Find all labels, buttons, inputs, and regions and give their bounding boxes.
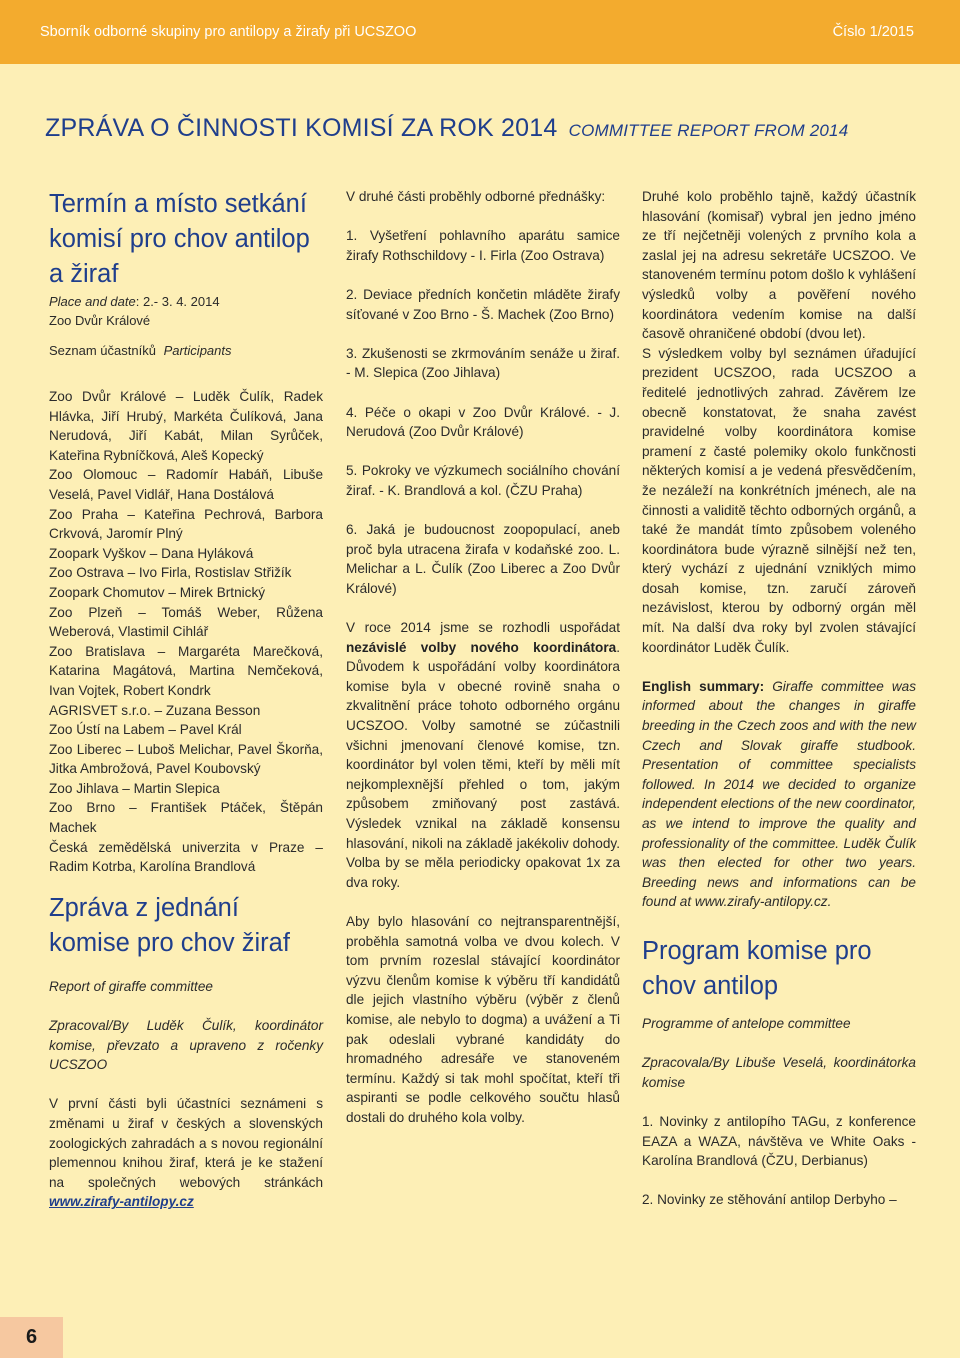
participant-entry: Zoo Praha – Kateřina Pechrová, Barbora Crkvová, Jaromír Plný xyxy=(49,506,323,542)
journal-name: Sborník odborné skupiny pro antilopy a žirafy při UCSZOO xyxy=(40,24,417,40)
participant-entry: Zoo Brno – František Ptáček, Štěpán Machek xyxy=(49,800,323,836)
website-link[interactable]: www.zirafy-antilopy.cz xyxy=(49,1194,194,1210)
lectures-intro: V druhé části proběhly odborné přednášky: xyxy=(346,189,606,204)
participant-entry: Zoo Bratislava – Margaréta Marečková, Katarina Magátová, Martina Nemčeková, Ivan Vojtek, Robert Kondrk xyxy=(49,643,323,698)
participant-entry: Zoo Olomouc – Radomír Habáň, Libuše Veselá, Pavel Vidlář, Hana Dostálová xyxy=(49,467,323,502)
program-en-subtitle: Programme of antelope committee xyxy=(642,1015,851,1031)
participant-entry: Zoo Dvůr Králové – Luděk Čulík, Radek Hlávka, Jiří Hrubý, Markéta Čulíková, Jana Nerudová, Jiří Kabát, Milan Syrůček, Kateřina Rybníčková, Aleš Kopecký xyxy=(49,389,323,463)
participants-heading xyxy=(49,341,323,360)
election-text-rest: . Důvodem k uspořádání volby koordinátora komise byla v obecné rovině snaha o zkvalitnění práce tohoto odborného orgánu UCSZOO. Volby samotné se zúčastnili všichni jmenovaní členové komise, tzn. koordinátor byl volen těmi, kteří by měli mít nejkomplexnější přehled o tom, jakým způsobem zmiňovaný post zastává. Výsledek vznikal na základě konsensu hlasování, nikoli na základě jakékoliv dohody. Volba by se měla periodicky opakovat 1x za dva roky. xyxy=(346,639,620,890)
lecture-item: 3. Zkušenosti se zkrmováním senáže u žiraf. - M. Slepica (Zoo Jihlava) xyxy=(346,345,620,381)
report-paragraph-text: V první části byli účastníci seznámeni s změnami u žiraf v českých a slovenských zoologických zahradách a s novou regionální plemennou knihou žiraf, která je ke stažení na společných webových stránkách xyxy=(49,1096,323,1190)
summary-label: English summary: xyxy=(642,678,765,694)
place-label: Place and date xyxy=(49,294,136,309)
lecture-item: 2. Deviace předních končetin mláděte žirafy síťované v Zoo Brno - Š. Machek (Zoo Brno) xyxy=(346,286,620,322)
participant-entry: Zoo Ústí na Labem – Pavel Král xyxy=(49,722,242,738)
participant-entry: Česká zemědělská univerzita v Praze – Radim Kotrba, Karolína Brandlová xyxy=(49,839,323,875)
lecture-item: 5. Pokroky ve výzkumech sociálního chování žiraf. - K. Brandlová a kol. (ČZU Praha) xyxy=(346,463,620,498)
article-title xyxy=(45,114,848,143)
participants-label: Seznam účastníků xyxy=(49,343,156,358)
participant-entry: Zoo Plzeň – Tomáš Weber, Růžena Weberová, Vlastimil Cihlář xyxy=(49,604,323,640)
second-round-paragraph: Druhé kolo proběhlo tajně, každý účastník hlasování (komisař) vybral jen jedno jméno ze tří nejčetněji volených z prvního kola a zaslal jej na adresu sekretáře UCSZOO. Ve stanoveném termínu potom došlo k vyhlášení výsledků volby a pověření nového koordinátora vedením komise na další časově ohraničené období (dvou let). xyxy=(642,189,916,342)
column-2 xyxy=(346,187,620,1128)
lecture-item: 4. Péče o okapi v Zoo Dvůr Králové. - J. Nerudová (Zoo Dvůr Králové) xyxy=(346,404,620,440)
participants-en: Participants xyxy=(163,343,232,358)
result-paragraph: S výsledkem volby byl seznámen úřadující prezident UCSZOO, rada UCSZOO a ředitelé jednotlivých zahrad. Závěrem lze obecně konstatovat, že snaha zavést pravidelné volby koordinátora komise pramení z časté polemiky okolo funkčnosti některých komisí a je vedená přesvědčením, že nezáleží na konkrétních jménech, ale na činnosti a validitě těchto odborných orgánů, a také že mandát tímto způsobem voleného koordinátora bude výrazně silnější než ten, který vychází z ujednání vzniklých mimo dosah komise, tzn. zaručí zároveň nezávislost, kterou by odborný orgán měl mít. Na další dva roky byl zvolen stávající koordinátor Luděk Čulík. xyxy=(642,345,916,655)
participant-entry: Zoo Liberec – Luboš Melichar, Pavel Škorňa, Jitka Ambrožová, Pavel Koubovský xyxy=(49,741,323,777)
participant-entry: AGRISVET s.r.o. – Zuzana Besson xyxy=(49,702,261,718)
place-date xyxy=(49,292,323,311)
report-en-subtitle: Report of giraffe committee xyxy=(49,978,213,994)
participant-entry: Zoo Ostrava – Ivo Firla, Rostislav Střižík xyxy=(49,565,292,581)
report-author: Zpracoval/By Luděk Čulík, koordinátor komise, převzato a upraveno z ročenky UCSZOO xyxy=(49,1018,323,1073)
english-summary xyxy=(642,677,916,912)
voting-paragraph: Aby bylo hlasování co nejtransparentnější, proběhla samotná volba ve dvou kolech. V tom prvním rozeslal stávající koordinátor výzvu členům komise k výběru tří kandidátů dle jejich vlastního výběru (výběr z členů komise, ale nebylo to dogma) a uvážení a Ti pak odeslali vybrané kandidáty do hromadného adresáře ve stanoveném termínu. Každý si tak mohl spočítat, kteří tři aspiranti se podle celkového součtu hlasů dostali do druhého kola volby. xyxy=(346,913,620,1125)
program-author: Zpracovala/By Libuše Veselá, koordinátorka komise xyxy=(642,1055,916,1090)
lecture-item: 1. Vyšetření pohlavního aparátu samice žirafy Rothschildovy - I. Firla (Zoo Ostrava) xyxy=(346,228,620,263)
report-paragraph xyxy=(49,1094,323,1212)
election-bold: nezávislé volby nového koordinátora xyxy=(346,639,617,655)
place-name: Zoo Dvůr Králové xyxy=(49,313,151,328)
place-value: : 2.- 3. 4. 2014 xyxy=(135,294,220,309)
meeting-heading: Termín a místo setkání komisí pro chov antilop a žiraf xyxy=(49,190,310,288)
participant-entry: Zoopark Chomutov – Mirek Brtnický xyxy=(49,584,266,600)
page-header xyxy=(0,0,960,64)
election-paragraph xyxy=(346,618,620,892)
election-text-start: V roce 2014 jsme se rozhodli uspořádat xyxy=(346,620,620,636)
page-number: 6 xyxy=(0,1317,63,1358)
participant-entry: Zoopark Vyškov – Dana Hyláková xyxy=(49,545,254,561)
article-title-en: COMMITTEE REPORT FROM 2014 xyxy=(568,121,849,140)
giraffe-report-heading: Zpráva z jednání komise pro chov žiraf xyxy=(49,893,290,957)
participant-entry: Zoo Jihlava – Martin Slepica xyxy=(49,780,220,796)
lecture-item: 6. Jaká je budoucnost zoopopulací, aneb proč byla utracena žirafa v kodaňské zoo. L. Melichar a L. Čulík (Zoo Liberec a Zoo Dvůr Králové) xyxy=(346,522,620,596)
antelope-program-heading: Program komise pro chov antilop xyxy=(642,936,872,1000)
column-3 xyxy=(642,187,916,1210)
issue-number: Číslo 1/2015 xyxy=(832,24,914,40)
column-1 xyxy=(49,187,323,1212)
program-item: 2. Novinky ze stěhování antilop Derbyho – xyxy=(642,1192,897,1208)
program-item: 1. Novinky z antilopího TAGu, z konference EAZA a WAZA, návštěva ve White Oaks - Karolína Brandlová (ČZU, Derbianus) xyxy=(642,1113,916,1169)
summary-text: Giraffe committee was informed about the changes in giraffe breeding in the Czech zoos and with the new Czech and Slovak giraffe studbook. Presentation of committee specialists followed. In 2014 we decided to organize independent elections of the new coordinator, as we intend to improve the quality and professionality of the committee. Luděk Čulík was then elected for other two years. Breeding news and informations can be found at www.zirafy-antilopy.cz. xyxy=(642,678,917,910)
participants-list xyxy=(49,387,323,877)
article-title-cz: ZPRÁVA O ČINNOSTI KOMISÍ ZA ROK 2014 xyxy=(45,114,558,142)
